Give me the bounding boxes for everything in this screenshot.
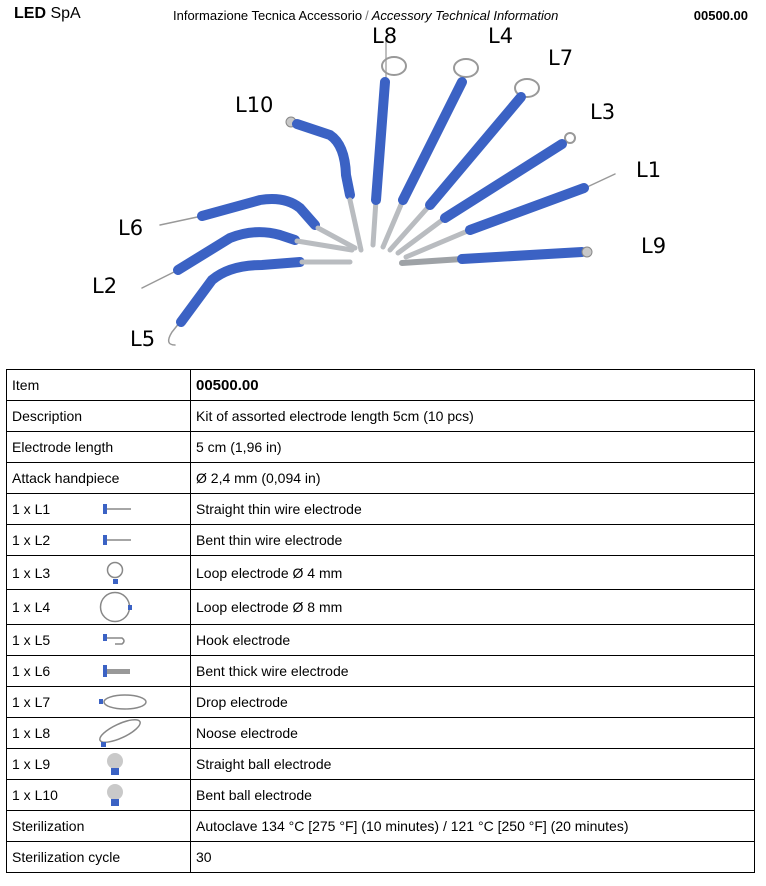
row-value: Ø 2,4 mm (0,094 in) [191, 463, 755, 494]
row-value: Kit of assorted electrode length 5cm (10 pcs) [191, 401, 755, 432]
title-english: Accessory Technical Information [371, 8, 559, 23]
row-label: 1 x L1 [12, 501, 51, 517]
electrode-kit-photo [90, 20, 690, 355]
table-row [7, 590, 755, 625]
row-label: 1 x L2 [12, 532, 51, 548]
header-code: 00500.00 [693, 8, 748, 23]
row-value: Bent ball electrode [191, 780, 755, 811]
row-value: Loop electrode Ø 4 mm [191, 556, 755, 590]
table-row [7, 401, 755, 432]
electrode-l9 [402, 247, 592, 263]
label-l3: L3 [590, 100, 616, 124]
table-row [7, 780, 755, 811]
table-row [7, 494, 755, 525]
row-label: Electrode length [7, 432, 191, 463]
row-label: 1 x L6 [12, 663, 51, 679]
row-value: Noose electrode [191, 718, 755, 749]
table-row [7, 463, 755, 494]
row-value: Bent thick wire electrode [191, 656, 755, 687]
table-row [7, 432, 755, 463]
thick-wire-icon [95, 664, 135, 678]
row-value: Straight ball electrode [191, 749, 755, 780]
hook-icon [95, 633, 135, 647]
label-l2: L2 [92, 274, 118, 298]
ball-icon [95, 782, 135, 808]
row-label: 1 x L9 [12, 756, 51, 772]
row-label: 1 x L10 [12, 787, 58, 803]
row-label: 1 x L7 [12, 694, 51, 710]
row-label: 1 x L3 [12, 564, 51, 581]
small-loop-icon [95, 560, 135, 586]
electrode-l8 [373, 40, 406, 245]
row-label: Attack handpiece [7, 463, 191, 494]
noose-icon [95, 718, 151, 748]
table-row [7, 811, 755, 842]
table-row [7, 625, 755, 656]
drop-icon [95, 692, 151, 712]
row-label: 1 x L5 [12, 632, 51, 648]
row-label: Item [7, 370, 191, 401]
title-italian: Informazione Tecnica Accessorio [173, 8, 363, 23]
table-row [7, 718, 755, 749]
row-value: Autoclave 134 °C [275 °F] (10 minutes) / 121 °C [250 °F] (20 minutes) [191, 811, 755, 842]
electrode-l1 [406, 174, 615, 257]
bent-wire-icon [95, 533, 135, 547]
row-value: Straight thin wire electrode [191, 494, 755, 525]
row-value: Hook electrode [191, 625, 755, 656]
table-row [7, 525, 755, 556]
label-l1: L1 [636, 158, 662, 182]
ball-icon [95, 751, 135, 777]
row-value: Drop electrode [191, 687, 755, 718]
table-row [7, 687, 755, 718]
straight-wire-icon [95, 502, 135, 516]
row-label: 1 x L4 [12, 599, 51, 615]
label-l7: L7 [548, 46, 574, 70]
row-value: Loop electrode Ø 8 mm [191, 590, 755, 625]
row-label: Sterilization [7, 811, 191, 842]
electrode-l4 [383, 59, 478, 247]
table-row [7, 656, 755, 687]
large-loop-icon [95, 591, 135, 623]
table-row [7, 556, 755, 590]
label-l10: L10 [235, 93, 274, 117]
label-l5: L5 [130, 327, 156, 351]
row-value: Bent thin wire electrode [191, 525, 755, 556]
electrode-l6 [160, 199, 355, 248]
title-separator: / [365, 8, 369, 23]
row-label: 1 x L8 [12, 725, 51, 741]
label-l9: L9 [641, 234, 667, 258]
spec-table [6, 369, 755, 873]
table-row [7, 749, 755, 780]
row-value: 00500.00 [191, 370, 755, 401]
row-label: Description [7, 401, 191, 432]
electrode-l5 [169, 262, 350, 345]
row-label: Sterilization cycle [7, 842, 191, 873]
table-row [7, 842, 755, 873]
label-l8: L8 [372, 24, 398, 48]
brand-logo: LED SpA [14, 5, 81, 22]
row-value: 30 [191, 842, 755, 873]
row-value: 5 cm (1,96 in) [191, 432, 755, 463]
table-row [7, 370, 755, 401]
label-l6: L6 [118, 216, 144, 240]
label-l4: L4 [488, 24, 514, 48]
electrode-l7 [390, 79, 539, 250]
